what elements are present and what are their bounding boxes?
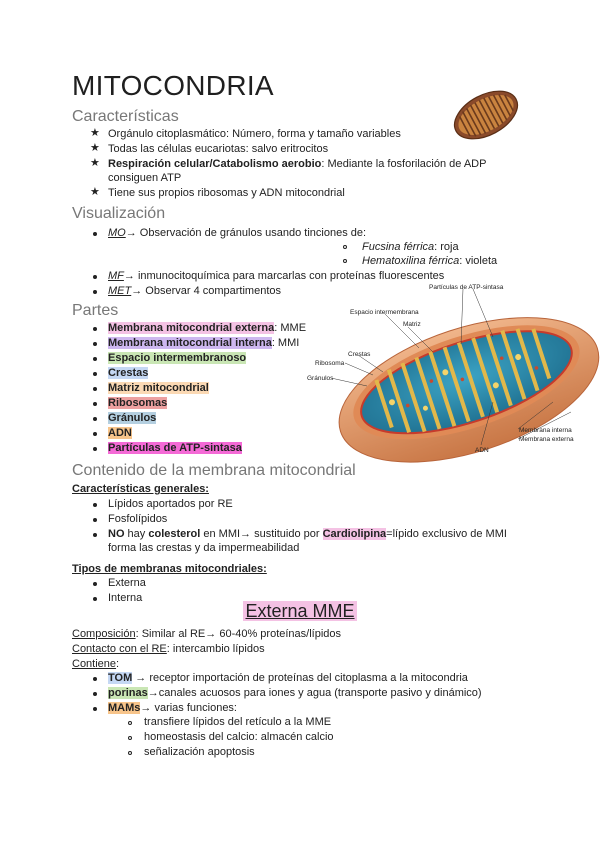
star-bullet-icon: ★ [90,186,100,198]
list-item-colesterol: NO hay colesterol en MMI→ sustituido por Cardiolipina=lípido exclusivo de MMI [108,528,507,540]
circle-bullet-icon [128,736,132,740]
bullet-icon [93,432,97,436]
diagram-label-mme: Membrana externa [519,436,574,443]
list-item-porinas: porinas→canales acuosos para iones y agua (transporte pasivo y dinámico) [108,687,482,699]
bullet-icon [93,417,97,421]
list-item: señalización apoptosis [144,746,255,758]
diagram-label-mmi: Membrana interna [519,427,572,434]
list-item: Hematoxilina férrica: violeta [362,255,498,267]
list-item-continuation: forma las crestas y da impermeabilidad [108,542,300,554]
heading-externa-mme: Externa MME [245,601,355,621]
heading-partes: Partes [72,302,119,319]
list-item: Todas las células eucariotas: salvo eritrocitos [108,143,329,155]
bullet-icon [93,518,97,522]
star-bullet-icon: ★ [90,157,100,169]
diagram-label-adn: ADN [475,447,489,454]
partes-item: Ribosomas [108,397,168,409]
diagram-label-matriz: Matriz [403,321,421,328]
bullet-icon [93,447,97,451]
list-item: Fosfolípidos [108,513,168,525]
list-item: transfiere lípidos del retículo a la MME [144,716,332,728]
contacto-line: Contacto con el RE: intercambio lípidos [72,643,265,655]
heading-caracteristicas: Características [72,108,179,125]
composicion-line: Composición: Similar al RE→ 60-40% proteínas/lípidos [72,628,342,640]
list-item: Orgánulo citoplasmático: Número, forma y tamaño variables [108,128,401,140]
list-item-mams: MAMs→ varias funciones: [108,702,237,714]
list-item: Tiene sus propios ribosomas y ADN mitocondrial [108,187,345,199]
page-title: MITOCONDRIA [72,70,274,101]
partes-item: ADN [108,427,132,439]
list-item-tom: TOM → receptor importación de proteínas del citoplasma a la mitocondria [108,672,468,684]
circle-bullet-icon [128,721,132,725]
heading-contenido: Contenido de la membrana mitocondrial [72,462,356,479]
bullet-icon [93,707,97,711]
bullet-icon [93,402,97,406]
bullet-icon [93,290,97,294]
mitochondria-diagram [303,282,600,472]
partes-item: Partículas de ATP-sintasa [108,442,242,454]
list-item: Lípidos aportados por RE [108,498,233,510]
mitochondrion-body [321,289,600,472]
list-item-met: MET→ Observar 4 compartimentos [108,285,282,297]
list-item: homeostasis del calcio: almacén calcio [144,731,334,743]
list-item-continuation: consiguen ATP [108,172,182,184]
bullet-icon [93,582,97,586]
heading-visualizacion: Visualización [72,205,166,222]
subheading-generales: Características generales: [72,483,209,495]
list-item: Respiración celular/Catabolismo aerobio: Mediante la fosforilación de ADP [108,158,487,170]
bullet-icon [93,677,97,681]
list-item: Fucsina férrica: roja [362,241,459,253]
list-item: Externa [108,577,146,589]
bullet-icon [93,357,97,361]
bullet-icon [93,503,97,507]
bullet-icon [93,327,97,331]
diagram-label-granulos: Gránulos [307,375,334,382]
bullet-icon [93,342,97,346]
bullet-icon [93,692,97,696]
list-item-mo: MO→ Observación de gránulos usando tinciones de: [108,227,367,239]
diagram-label-atp: Partículas de ATP-sintasa [429,284,504,291]
circle-bullet-icon [343,259,347,263]
partes-item: Membrana mitocondrial interna: MMI [108,337,300,349]
bullet-icon [93,533,97,537]
star-bullet-icon: ★ [90,127,100,139]
partes-item: Espacio intermembranoso [108,352,247,364]
circle-bullet-icon [343,245,347,249]
subheading-tipos: Tipos de membranas mitocondriales: [72,563,267,575]
diagram-label-espacio: Espacio intermembrana [350,309,419,316]
circle-bullet-icon [128,751,132,755]
bullet-icon [93,372,97,376]
partes-item: Crestas [108,367,149,379]
partes-item: Matriz mitocondrial [108,382,209,394]
bullet-icon [93,387,97,391]
diagram-label-crestas: Crestas [348,351,371,358]
list-item-mf: MF→ inmunocitoquímica para marcarlas con proteínas fluorescentes [108,270,445,282]
partes-item: Gránulos [108,412,157,424]
contiene-line: Contiene: [72,658,120,670]
partes-item: Membrana mitocondrial externa: MME [108,322,307,334]
diagram-label-ribosoma: Ribosoma [315,360,345,367]
bullet-icon [93,275,97,279]
star-bullet-icon: ★ [90,142,100,154]
list-item: Interna [108,592,143,604]
mitochondria-photo [446,80,526,150]
bullet-icon [93,232,97,236]
